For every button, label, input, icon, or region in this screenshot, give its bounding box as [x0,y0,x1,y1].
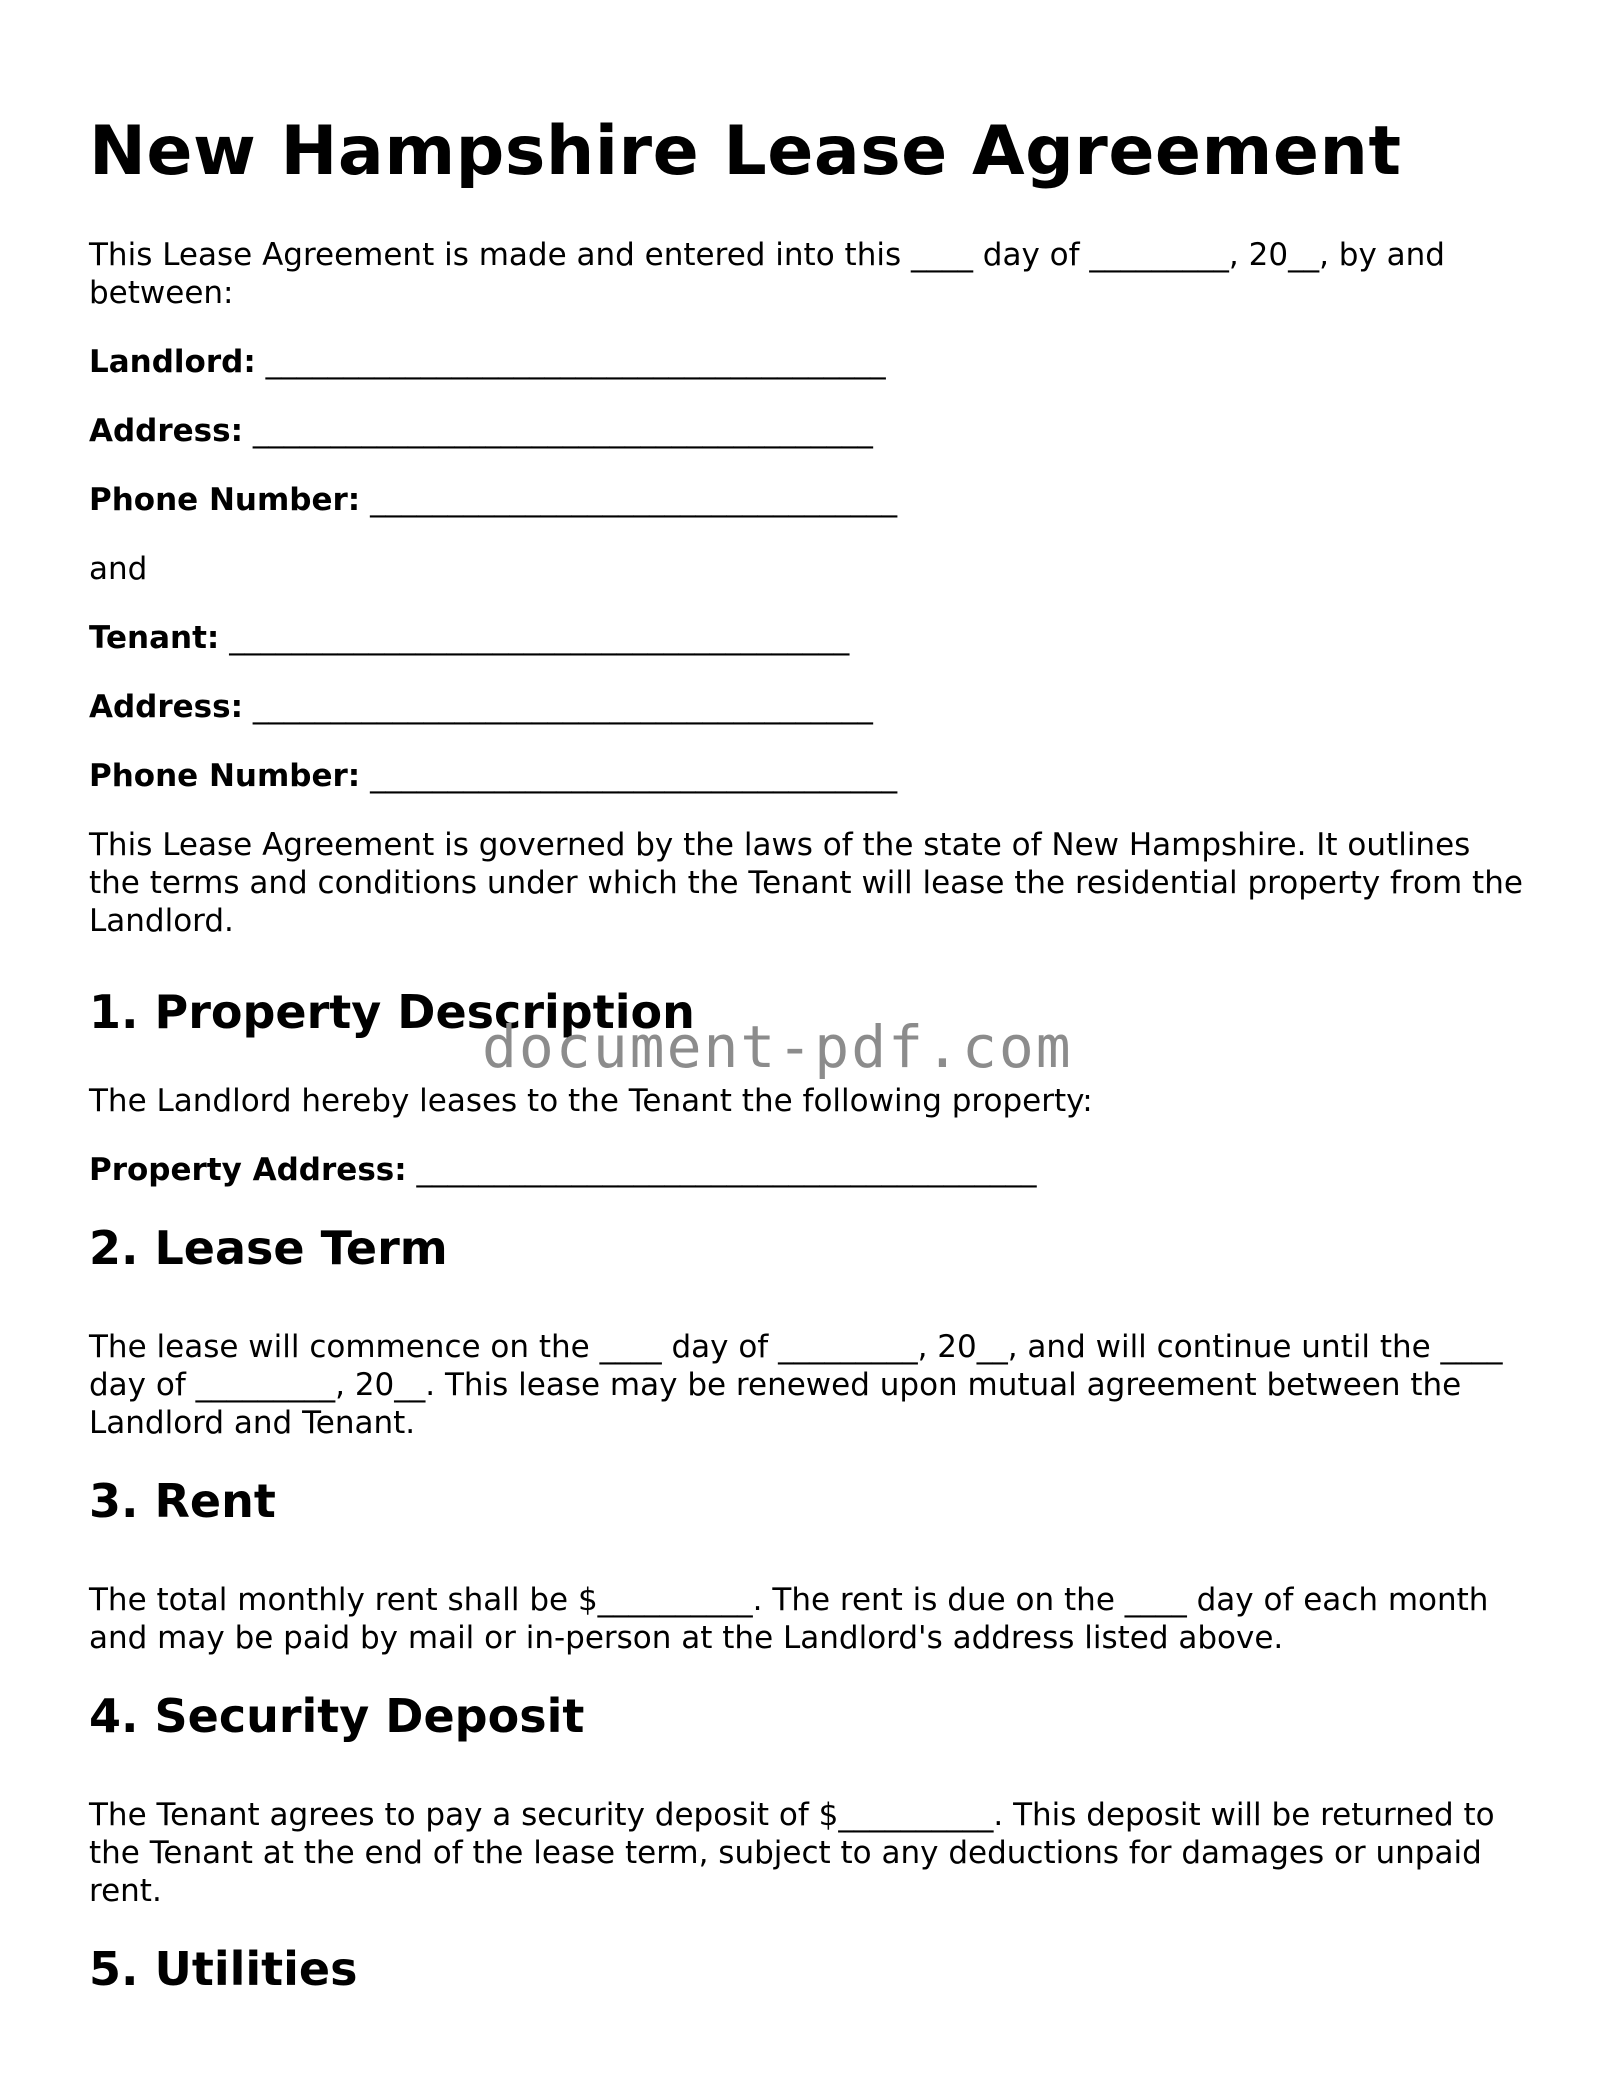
section-heading-rent: 3. Rent [89,1474,276,1528]
document-title: New Hampshire Lease Agreement [89,112,1402,191]
landlord-phone-field [89,481,1529,519]
section-text-rent: The total monthly rent shall be $__________. The rent is due on the ____ day of each month and may be paid by mail or in-person at the Landlord's address listed above. [89,1582,1489,1656]
section-text-lease-term: The lease will commence on the ____ day of _________, 20__, and will continue until the ____ day of _________, 20__. This lease may be renewed upon mutual agreement between the Landlord and Tenant. [89,1329,1503,1441]
tenant-phone-label: Phone Number: [89,758,361,794]
landlord-address-label: Address: [89,413,243,449]
landlord-phone-label: Phone Number: [89,482,361,518]
landlord-name-blank[interactable]: ________________________________________ [265,344,886,380]
watermark: document-pdf.com [482,1013,1073,1081]
tenant-name-blank[interactable]: ________________________________________ [229,620,850,656]
section-heading-security-deposit: 4. Security Deposit [89,1689,585,1743]
tenant-address-blank[interactable]: ________________________________________ [252,689,873,725]
tenant-name-label: Tenant: [89,620,220,656]
tenant-name-field [89,619,1529,657]
section-heading-property: 1. Property Description [89,985,695,1039]
section-text-security-deposit: The Tenant agrees to pay a security deposit of $__________. This deposit will be returned to the Tenant at the end of the lease term, subject to any deductions for damages or unpaid rent. [89,1797,1495,1909]
section-heading-utilities: 5. Utilities [89,1942,358,1996]
section-heading-lease-term: 2. Lease Term [89,1221,448,1275]
landlord-address-blank[interactable]: ________________________________________ [252,413,873,449]
section-text-property: The Landlord hereby leases to the Tenant the following property: [89,1083,1093,1119]
tenant-phone-field [89,757,1529,795]
tenant-address-field [89,688,1529,726]
property-address-label: Property Address: [89,1152,407,1188]
tenant-phone-blank[interactable]: __________________________________ [370,758,898,794]
landlord-phone-blank[interactable]: __________________________________ [370,482,898,518]
property-address-field [89,1151,1529,1189]
landlord-name-label: Landlord: [89,344,256,380]
connector-text: and [89,551,148,587]
property-address-blank[interactable]: ________________________________________ [416,1152,1037,1188]
intro-paragraph: This Lease Agreement is made and entered into this ____ day of _________, 20__, by and between: [89,237,1445,311]
tenant-address-label: Address: [89,689,243,725]
landlord-address-field [89,412,1529,450]
landlord-name-field [89,343,1529,381]
governing-paragraph: This Lease Agreement is governed by the laws of the state of New Hampshire. It outlines the terms and conditions under which the Tenant will lease the residential property from the Landlord. [89,827,1523,939]
